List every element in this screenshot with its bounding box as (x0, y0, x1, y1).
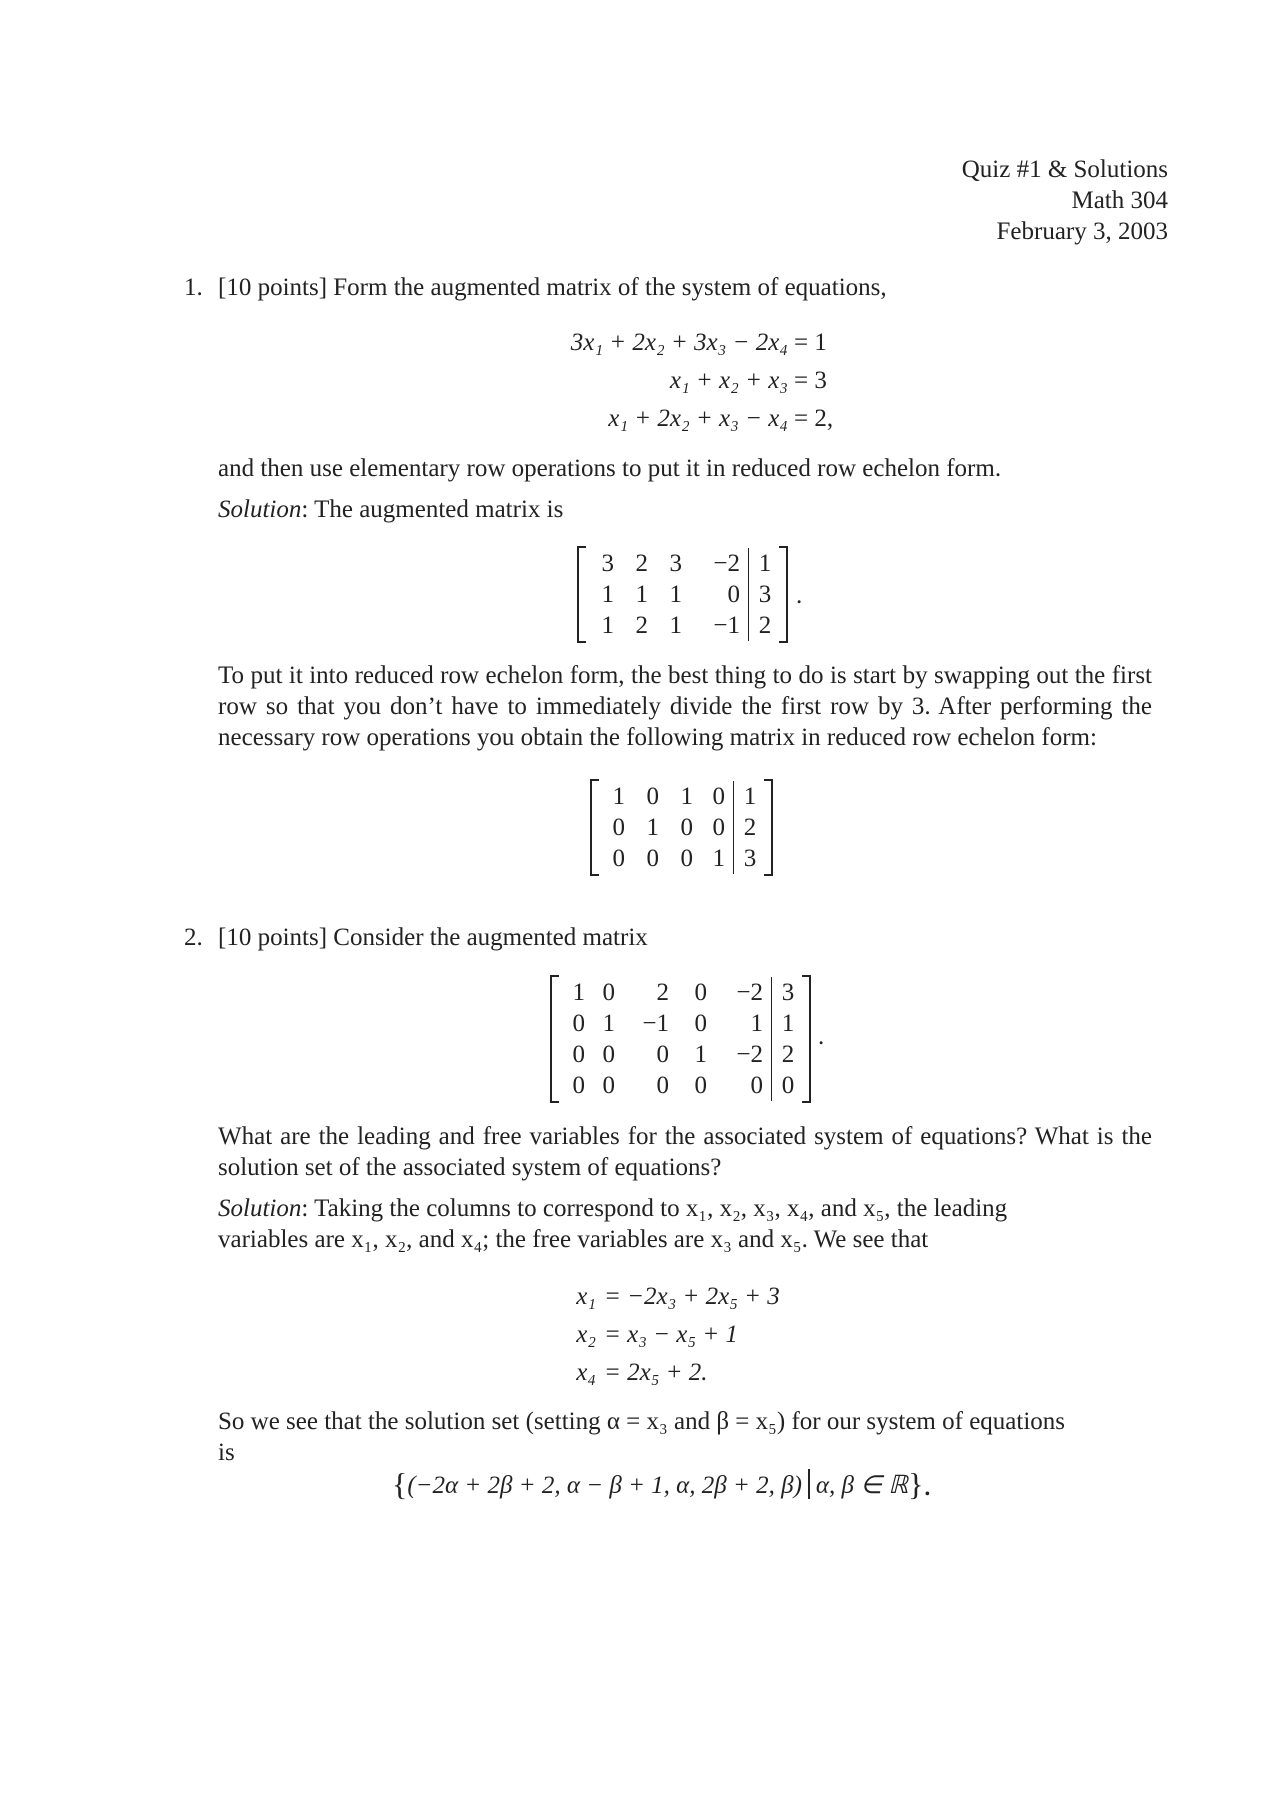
matrix-cell: 1 (680, 783, 693, 810)
matrix-cell: 2 (758, 612, 772, 639)
matrix-right-bracket (764, 779, 773, 876)
matrix-column (659, 781, 693, 874)
problem-1-explanation: To put it into reduced row echelon form, the best thing to do is start by swapping out the first row so that you don’t have to immediately divide the first row by 3. After performing the necessary row operations you obtain the following matrix in reduced row echelon form: (218, 662, 1152, 751)
matrix-cell: 0 (656, 1041, 669, 1068)
matrix-cell: 0 (572, 1010, 585, 1037)
matrix-column (585, 977, 615, 1101)
matrix-cell: −2 (713, 550, 740, 577)
rref-matrix (590, 779, 773, 876)
matrix-cell: 0 (646, 783, 659, 810)
problem-2-question: What are the leading and free variables for the associated system of equations? What is the solution set of the associated system of equations? (218, 1123, 1152, 1181)
matrix-cell: 2 (635, 550, 648, 577)
matrix-augmented-column (733, 781, 760, 874)
matrix-column (614, 548, 648, 641)
equation-row (530, 362, 854, 400)
problem-2-prompt (184, 922, 648, 953)
matrix-column (590, 548, 614, 641)
solution-text: : Taking the columns to correspond to x₁, x₂, x₃, x₄, and x₅, the leading (301, 1195, 1008, 1222)
problem-2-conclusion-line-1: So we see that the solution set (setting α = x₃ and β = x₅) for our system of equations (218, 1408, 1066, 1435)
matrix-trailing-period: . (818, 1023, 825, 1050)
matrix-left-bracket (577, 546, 586, 643)
equation-row (530, 324, 854, 362)
equation-lhs: x₄ (576, 1359, 596, 1386)
matrix-cell: 1 (669, 581, 682, 608)
problem-1-instruction: and then use elementary row operations to put it in reduced row echelon form. (218, 455, 1002, 482)
matrix-cell: 0 (602, 1072, 615, 1099)
equation-rhs: = 1 (794, 329, 827, 356)
set-builder-bar (808, 1469, 810, 1499)
problem-1-text: [10 points] Form the augmented matrix of the system of equations, (218, 274, 887, 301)
set-close-brace: }. (908, 1466, 932, 1502)
augmented-matrix (577, 546, 788, 643)
equation-rhs: = 3 (794, 367, 827, 394)
problem-2-text: [10 points] Consider the augmented matrix (218, 924, 648, 951)
problem-2-equations (566, 1278, 780, 1392)
matrix-cell: 0 (712, 814, 725, 841)
equation-rhs: = 2x₅ + 2. (604, 1359, 708, 1386)
quiz-title: Quiz #1 & Solutions (961, 156, 1168, 183)
solution-label: Solution (218, 1195, 302, 1222)
solution-intro-text: : The augmented matrix is (301, 496, 564, 523)
matrix-column (625, 781, 659, 874)
matrix-cell: 0 (727, 581, 740, 608)
matrix-column (563, 977, 585, 1101)
matrix-cell: 1 (612, 783, 625, 810)
equation-rhs: = −2x₃ + 2x₅ + 3 (604, 1283, 780, 1310)
equation-lhs: 3x₁ + 2x₂ + 3x₃ − 2x₄ (570, 329, 788, 356)
set-condition: α, β ∈ ℝ (815, 1472, 909, 1499)
equation-rhs: = 2, (794, 405, 834, 432)
problem-1-solution-intro (218, 494, 1152, 525)
matrix-cell: 1 (602, 1010, 615, 1037)
document-header (962, 154, 1168, 247)
matrix-cell: 3 (601, 550, 614, 577)
matrix-column (669, 977, 707, 1101)
matrix-trailing-period: . (796, 582, 803, 609)
matrix-right-bracket (802, 975, 811, 1103)
matrix-cell: 1 (635, 581, 648, 608)
matrix-cell: 2 (781, 1041, 795, 1068)
matrix-column (693, 781, 725, 874)
matrix-cell: 0 (612, 814, 625, 841)
matrix-cell: 3 (758, 581, 772, 608)
matrix-cell: 1 (669, 612, 682, 639)
matrix-body (559, 975, 802, 1103)
matrix-cell: 0 (680, 845, 693, 872)
matrix-cell: 0 (612, 845, 625, 872)
matrix-cell: 0 (694, 979, 707, 1006)
problem-1-equations (530, 324, 854, 438)
matrix-cell: 0 (781, 1072, 795, 1099)
matrix-cell: 0 (694, 1072, 707, 1099)
matrix-cell: 1 (750, 1010, 763, 1037)
problem-2-solution-line-2: variables are x₁, x₂, and x₄; the free variables are x₃ and x₅. We see that (218, 1226, 929, 1253)
matrix-left-bracket (590, 779, 599, 876)
matrix-cell: −1 (713, 612, 740, 639)
matrix-left-bracket (550, 975, 559, 1103)
matrix-augmented-column (771, 977, 798, 1101)
equation-lhs: x₁ + x₂ + x₃ (669, 367, 788, 394)
equation-row (566, 1278, 780, 1316)
matrix-cell: −2 (736, 1041, 763, 1068)
matrix-cell: 0 (680, 814, 693, 841)
matrix-cell: 0 (656, 1072, 669, 1099)
set-tuple: (−2α + 2β + 2, α − β + 1, α, 2β + 2, β) (407, 1472, 802, 1499)
equation-row (530, 400, 854, 438)
matrix-cell: 1 (694, 1041, 707, 1068)
problem-2-conclusion-line-2: is (218, 1439, 235, 1466)
matrix-cell: 1 (601, 581, 614, 608)
problem-2-solution-line-1 (218, 1193, 1152, 1224)
matrix-cell: 0 (694, 1010, 707, 1037)
matrix-cell: −1 (642, 1010, 669, 1037)
set-open-brace: { (392, 1466, 408, 1502)
matrix-cell: 2 (635, 612, 648, 639)
matrix-augmented-column (748, 548, 775, 641)
matrix-right-bracket (779, 546, 788, 643)
matrix-cell: 1 (743, 783, 757, 810)
equation-lhs: x₁ (576, 1283, 596, 1310)
matrix-cell: 2 (656, 979, 669, 1006)
matrix-cell: 1 (712, 845, 725, 872)
matrix-cell: 1 (758, 550, 772, 577)
matrix-cell: 3 (743, 845, 757, 872)
course-name: Math 304 (1071, 187, 1168, 214)
matrix-cell: 1 (781, 1010, 795, 1037)
matrix-cell: 0 (572, 1072, 585, 1099)
problem-1-number: 1. (184, 274, 203, 301)
matrix-column (707, 977, 763, 1101)
equation-lhs: x₂ (576, 1321, 596, 1348)
matrix-cell: 2 (743, 814, 757, 841)
matrix-body (586, 546, 779, 643)
matrix-cell: 0 (602, 979, 615, 1006)
matrix-cell: 3 (781, 979, 795, 1006)
equation-lhs: x₁ + 2x₂ + x₃ − x₄ (608, 405, 788, 432)
matrix-cell: 0 (572, 1041, 585, 1068)
matrix-cell: 0 (712, 783, 725, 810)
solution-set (392, 1466, 931, 1503)
matrix-column (603, 781, 625, 874)
equation-rhs: = x₃ − x₅ + 1 (604, 1321, 738, 1348)
problem-2-matrix (550, 975, 811, 1103)
matrix-cell: 1 (646, 814, 659, 841)
equation-row (566, 1354, 780, 1392)
matrix-column (682, 548, 740, 641)
solution-label: Solution (218, 496, 302, 523)
matrix-cell: 0 (646, 845, 659, 872)
quiz-date: February 3, 2003 (996, 218, 1168, 245)
matrix-cell: 1 (601, 612, 614, 639)
matrix-cell: 3 (669, 550, 682, 577)
matrix-cell: 1 (572, 979, 585, 1006)
matrix-cell: 0 (750, 1072, 763, 1099)
matrix-body (599, 779, 764, 876)
matrix-cell: −2 (736, 979, 763, 1006)
matrix-column (615, 977, 669, 1101)
equation-row (566, 1316, 780, 1354)
problem-1-prompt (184, 272, 887, 303)
matrix-cell: 0 (602, 1041, 615, 1068)
matrix-column (648, 548, 682, 641)
problem-2-number: 2. (184, 924, 203, 951)
